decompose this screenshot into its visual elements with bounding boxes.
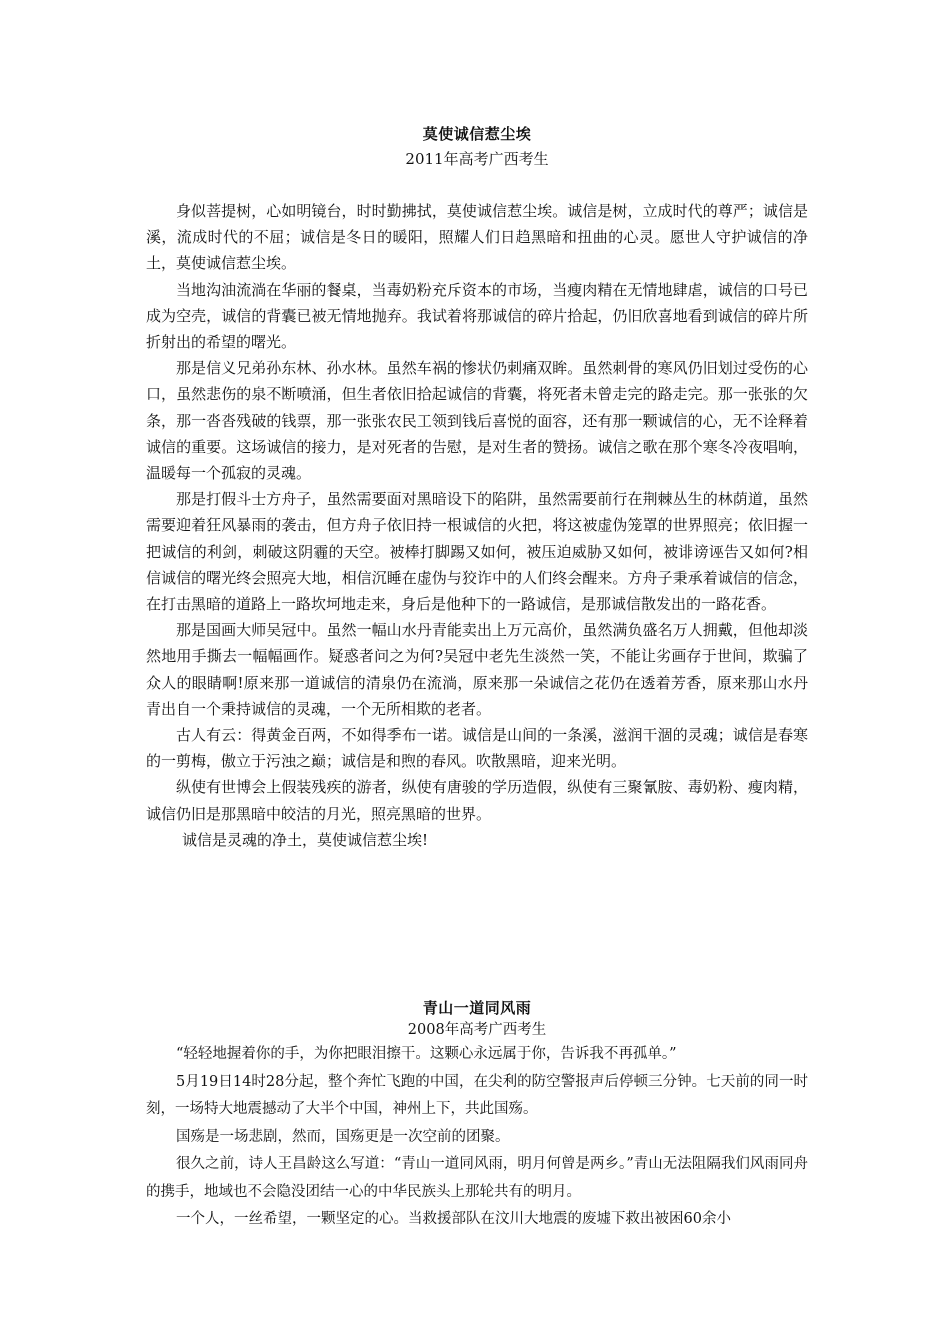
essay-1-closing-line: 诚信是灵魂的净土，莫使诚信惹尘埃! — [182, 830, 429, 849]
essay-2-paragraph: “轻轻地握着你的手，为你把眼泪擦干。这颗心永远属于你，告诉我不再孤单。” — [176, 1046, 677, 1062]
essay-1-paragraph: 那是打假斗士方舟子，虽然需要面对黑暗设下的陷阱，虽然需要前行在荆棘丛生的林荫道，虽然需要迎着狂风暴雨的袭击，但方舟子依旧持一根诚信的火把，将这被虚伪笼罩的世界照亮；依旧握一把诚信的利剑，刺破这阴霾的天空。被棒打脚踢又如何，被压迫威胁又如何，被诽谤诬告又如何?相信诚信的曙光终会照亮大地，相信沉睡在虚伪与狡诈中的人们终会醒来。方舟子秉承着诚信的信念，在打击黑暗的道路上一路坎坷地走来，身后是他种下的一路诚信，是那诚信散发出的一路花香。 — [146, 490, 808, 614]
essay-2-paragraph: 很久之前，诗人王昌龄这么写道：“青山一道同风雨，明月何曾是两乡。”青山无法阻隔我们风雨同舟的携手，地域也不会隐没团结一心的中华民族头上那轮共有的明月。 — [146, 1156, 808, 1200]
essay-2-title: 青山一道同风雨 — [422, 999, 532, 1017]
essay-1-paragraph: 身似菩提树，心如明镜台，时时勤拂拭，莫使诚信惹尘埃。诚信是树，立成时代的尊严；诚信是溪，流成时代的不屈；诚信是冬日的暖阳，照耀人们日趋黑暗和扭曲的心灵。愿世人守护诚信的净土，莫使诚信惹尘埃。 — [146, 202, 808, 273]
essay-2-paragraph: 5月19日14时28分起，整个奔忙飞跑的中国，在尖利的防空警报声后停顿三分钟。七天前的同一时刻，一场特大地震撼动了大半个中国，神州上下，共此国殇。 — [146, 1073, 808, 1117]
essay-1-title: 莫使诚信惹尘埃 — [422, 125, 532, 143]
essay-1 — [146, 122, 808, 853]
essay-1-paragraph: 当地沟油流淌在华丽的餐桌，当毒奶粉充斥资本的市场，当瘦肉精在无情地肆虐，诚信的口号已成为空壳，诚信的背囊已被无情地抛弃。我试着将那诚信的碎片拾起，仍旧欣喜地看到诚信的碎片所折射出的希望的曙光。 — [146, 280, 808, 352]
essay-1-paragraph: 纵使有世博会上假装残疾的游者，纵使有唐骏的学历造假，纵使有三聚氰胺、毒奶粉、瘦肉精，诚信仍旧是那黑暗中皎洁的月光，照亮黑暗的世界。 — [146, 778, 808, 823]
essay-2 — [146, 997, 808, 1234]
essay-1-paragraph: 那是信义兄弟孙东林、孙水林。虽然车祸的惨状仍刺痛双眸。虽然刺骨的寒风仍旧划过受伤的心口，虽然悲伤的泉不断喷涌，但生者依旧拾起诚信的背囊，将死者未曾走完的路走完。那一张张的欠条，那一沓沓残破的钱票，那一张张农民工领到钱后喜悦的面容，还有那一颗诚信的心，无不诠释着诚信的重要。这场诚信的接力，是对死者的告慰，是对生者的赞扬。诚信之歌在那个寒冬冷夜唱响，温暖每一个孤寂的灵魂。 — [146, 359, 808, 483]
essay-2-paragraph: 一个人，一丝希望，一颗坚定的心。当救援部队在汶川大地震的废墟下救出被困60余小 — [176, 1211, 731, 1227]
essay-2-subtitle: 2008年高考广西考生 — [407, 1022, 547, 1038]
essay-1-subtitle: 2011年高考广西考生 — [405, 150, 549, 168]
essay-1-paragraph: 那是国画大师吴冠中。虽然一幅山水丹青能卖出上万元高价，虽然满负盛名万人拥戴，但他却淡然地用手撕去一幅幅画作。疑惑者问之为何?吴冠中老先生淡然一笑，不能让劣画存于世间，欺骗了众人的眼睛啊!原来那一道诚信的清泉仍在流淌，原来那一朵诚信之花仍在透着芳香，原来那山水丹青出自一个秉持诚信的灵魂，一个无所相欺的老者。 — [146, 621, 808, 718]
essay-1-paragraph: 古人有云：得黄金百两，不如得季布一诺。诚信是山间的一条溪，滋润干涸的灵魂；诚信是春寒的一剪梅，傲立于污浊之巅；诚信是和煦的春风。吹散黑暗，迎来光明。 — [146, 726, 808, 771]
essay-2-paragraph: 国殇是一场悲剧，然而，国殇更是一次空前的团聚。 — [176, 1128, 510, 1145]
